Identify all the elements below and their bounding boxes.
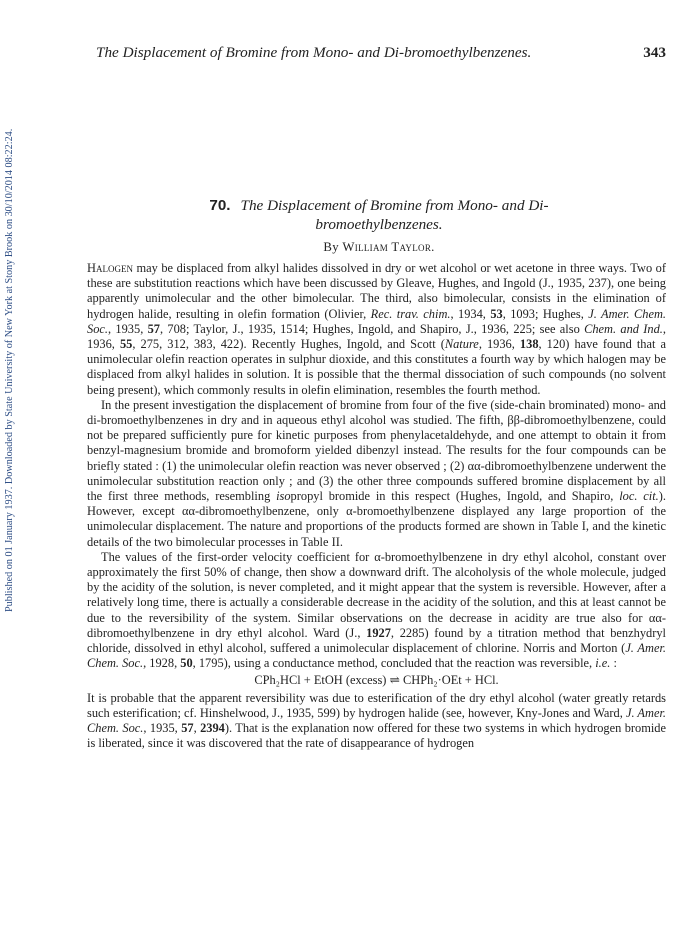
paragraph-4 — [87, 691, 666, 752]
text-run: propyl bromide in this respect (Hughes, Ingold, and Shapiro, — [290, 489, 620, 504]
citation: Rec. trav. chim. — [370, 306, 451, 321]
article-title — [92, 196, 666, 234]
text-run: : — [610, 656, 617, 671]
text-run: , 1935, — [143, 721, 182, 736]
citation: Chem. and Ind. — [584, 321, 663, 336]
text-run: , 275, 312, 383, 422). Recently Hughes, Ingold, and Scott ( — [132, 337, 445, 352]
publication-stamp: Published on 01 January 1937. Downloaded by State University of New York at Stony Brook on 30/10/2014 08:22:24. — [4, 128, 15, 612]
paragraph-2 — [87, 398, 666, 550]
citation: Nature — [444, 337, 479, 352]
text-run: , 1936, — [87, 321, 667, 352]
volume: 50 — [180, 656, 193, 671]
text-run: It is probable that the apparent reversibility was due to esterification of the dry ethyl alcohol (water greatly retards such esterification; cf. Hinshelwood, J., 1935, 599) by hydrogen halide (see, however, Kny-Jones and Ward, — [87, 690, 666, 720]
year: 1927 — [366, 625, 391, 640]
text-run: ). However, except αα-dibromoethylbenzene, only α-bromoethylbenzene displayed any large proportion of the unimolecular displacement. The nature and proportions of the products formed are shown in Table I, and the kinetic details of the two bimolecular processes in Table II. — [87, 489, 666, 549]
text-run: may be displaced from alkyl halides dissolved in dry or wet alcohol or wet acetone in three ways. Two of these are substitution reactions which have been discussed by Gleave, Hughes, and Ingold (J., 1935, 237), one being apparently unimolecular and the other bimolecular. The third, also bimolecular, consists in the elimination of hydrogen halide, resulting in olefin formation (Olivier, — [87, 261, 666, 321]
author-name: William Taylor. — [342, 240, 435, 254]
text-run: , 1928, — [143, 656, 181, 671]
text-run: , 1093; Hughes, — [502, 306, 589, 321]
paragraph-1 — [87, 261, 666, 398]
text-run: In the present investigation the displacement of bromine from four of the five (side-chain brominated) mono- and di-bromoethylbenzenes in dry and in aqueous ethyl alcohol was studied. The fifth, ββ-dibromoethylbenzene, could not be prepared sufficiently pure for kinetic purposes from phenylacetaldehyde, and one attempt to obtain it from benzyl-magnesium bromide and bromoform yielded dibenzyl instead. The results for the four compounds can be briefly stated : (1) the unimolecular olefin reaction was never observed ; (2) αα-dibromoethylbenzene underwent the unimolecular substitution reaction only ; and (3) the other three compounds suffered bromine displacement by all the first three methods, resembling — [87, 397, 666, 504]
text-run: , — [193, 721, 201, 736]
text-run: , 1934, — [450, 306, 491, 321]
article-title-line1: The Displacement of Bromine from Mono- and Di- — [240, 197, 549, 214]
running-head-title: The Displacement of Bromine from Mono- and Di-bromoethylbenzenes. — [96, 44, 532, 61]
citation: J. Amer. Chem. Soc. — [87, 705, 666, 736]
running-head — [96, 44, 666, 62]
text-run: ). That is the explanation now offered for these two systems in which hydrogen bromide is liberated, since it was discovered that the rate of disappearance of hydrogen — [87, 721, 667, 751]
volume: 57 — [181, 721, 194, 736]
body-text — [87, 261, 666, 752]
text-run: , 120) have found that a unimolecular olefin reaction operates in sulphur dioxide, and this constitutes a fourth way by which halogen may be displaced from alkyl halides in solution. It is possible that the thermal dissociation of such compounds (no solvent being present), which commonly results in olefin elimination, resembles the fourth method. — [87, 337, 667, 397]
text-run: The values of the first-order velocity coefficient for α-bromoethylbenzene in dry ethyl alcohol, constant over approximately the first 50% of change, then show a downward drift. The alcoholysis of the whole molecule, judged by the acidity of the solution, is never completed, and it might appear that the system is reversible. However, after a relatively long time, there is actually a considerable decrease in the acidity of the solution, and this at least cannot be due to the reversibility of the system. Similar observations on the decrease in acidity are true also for αα-dibromoethylbenzene in dry ethyl alcohol. Ward (J., — [87, 549, 666, 640]
equation: CPh₂HCl + EtOH (excess) ⇌ CHPh₂·OEt + HCl. — [254, 673, 499, 688]
text-run: , 1935, — [108, 321, 148, 336]
article-title-line2: bromoethylbenzenes. — [315, 216, 443, 233]
byline — [92, 240, 666, 255]
paragraph-3 — [87, 550, 666, 672]
page-ref: 2394 — [200, 721, 225, 736]
lead-word: Halogen — [87, 261, 133, 275]
text-run: , 1795), using a conductance method, concluded that the reaction was reversible, — [192, 656, 596, 671]
text-run: , 2285) found by a titration method that benzhydryl chloride, dissolved in ethyl alcohol, suffered a unimolecular displacement of chlorine. Norris and Morton ( — [87, 625, 666, 656]
volume: 138 — [519, 337, 539, 352]
citation: J. Amer. Chem. Soc. — [87, 641, 666, 671]
citation: J. Amer. Chem. Soc. — [87, 306, 667, 336]
volume: 57 — [147, 321, 160, 336]
text-run: , 708; Taylor, J., 1935, 1514; Hughes, Ingold, and Shapiro, J., 1936, 225; see also — [160, 321, 585, 336]
text-run: , 1936, — [478, 337, 520, 352]
volume: 53 — [490, 306, 503, 321]
volume: 55 — [119, 337, 133, 352]
article-number: 70. — [209, 197, 231, 214]
byline-prefix: By — [323, 240, 339, 254]
page-number: 343 — [643, 44, 666, 61]
italic-prefix: iso — [276, 489, 291, 504]
citation: loc. cit. — [619, 489, 659, 504]
italic-abbrev: i.e. — [595, 656, 611, 671]
